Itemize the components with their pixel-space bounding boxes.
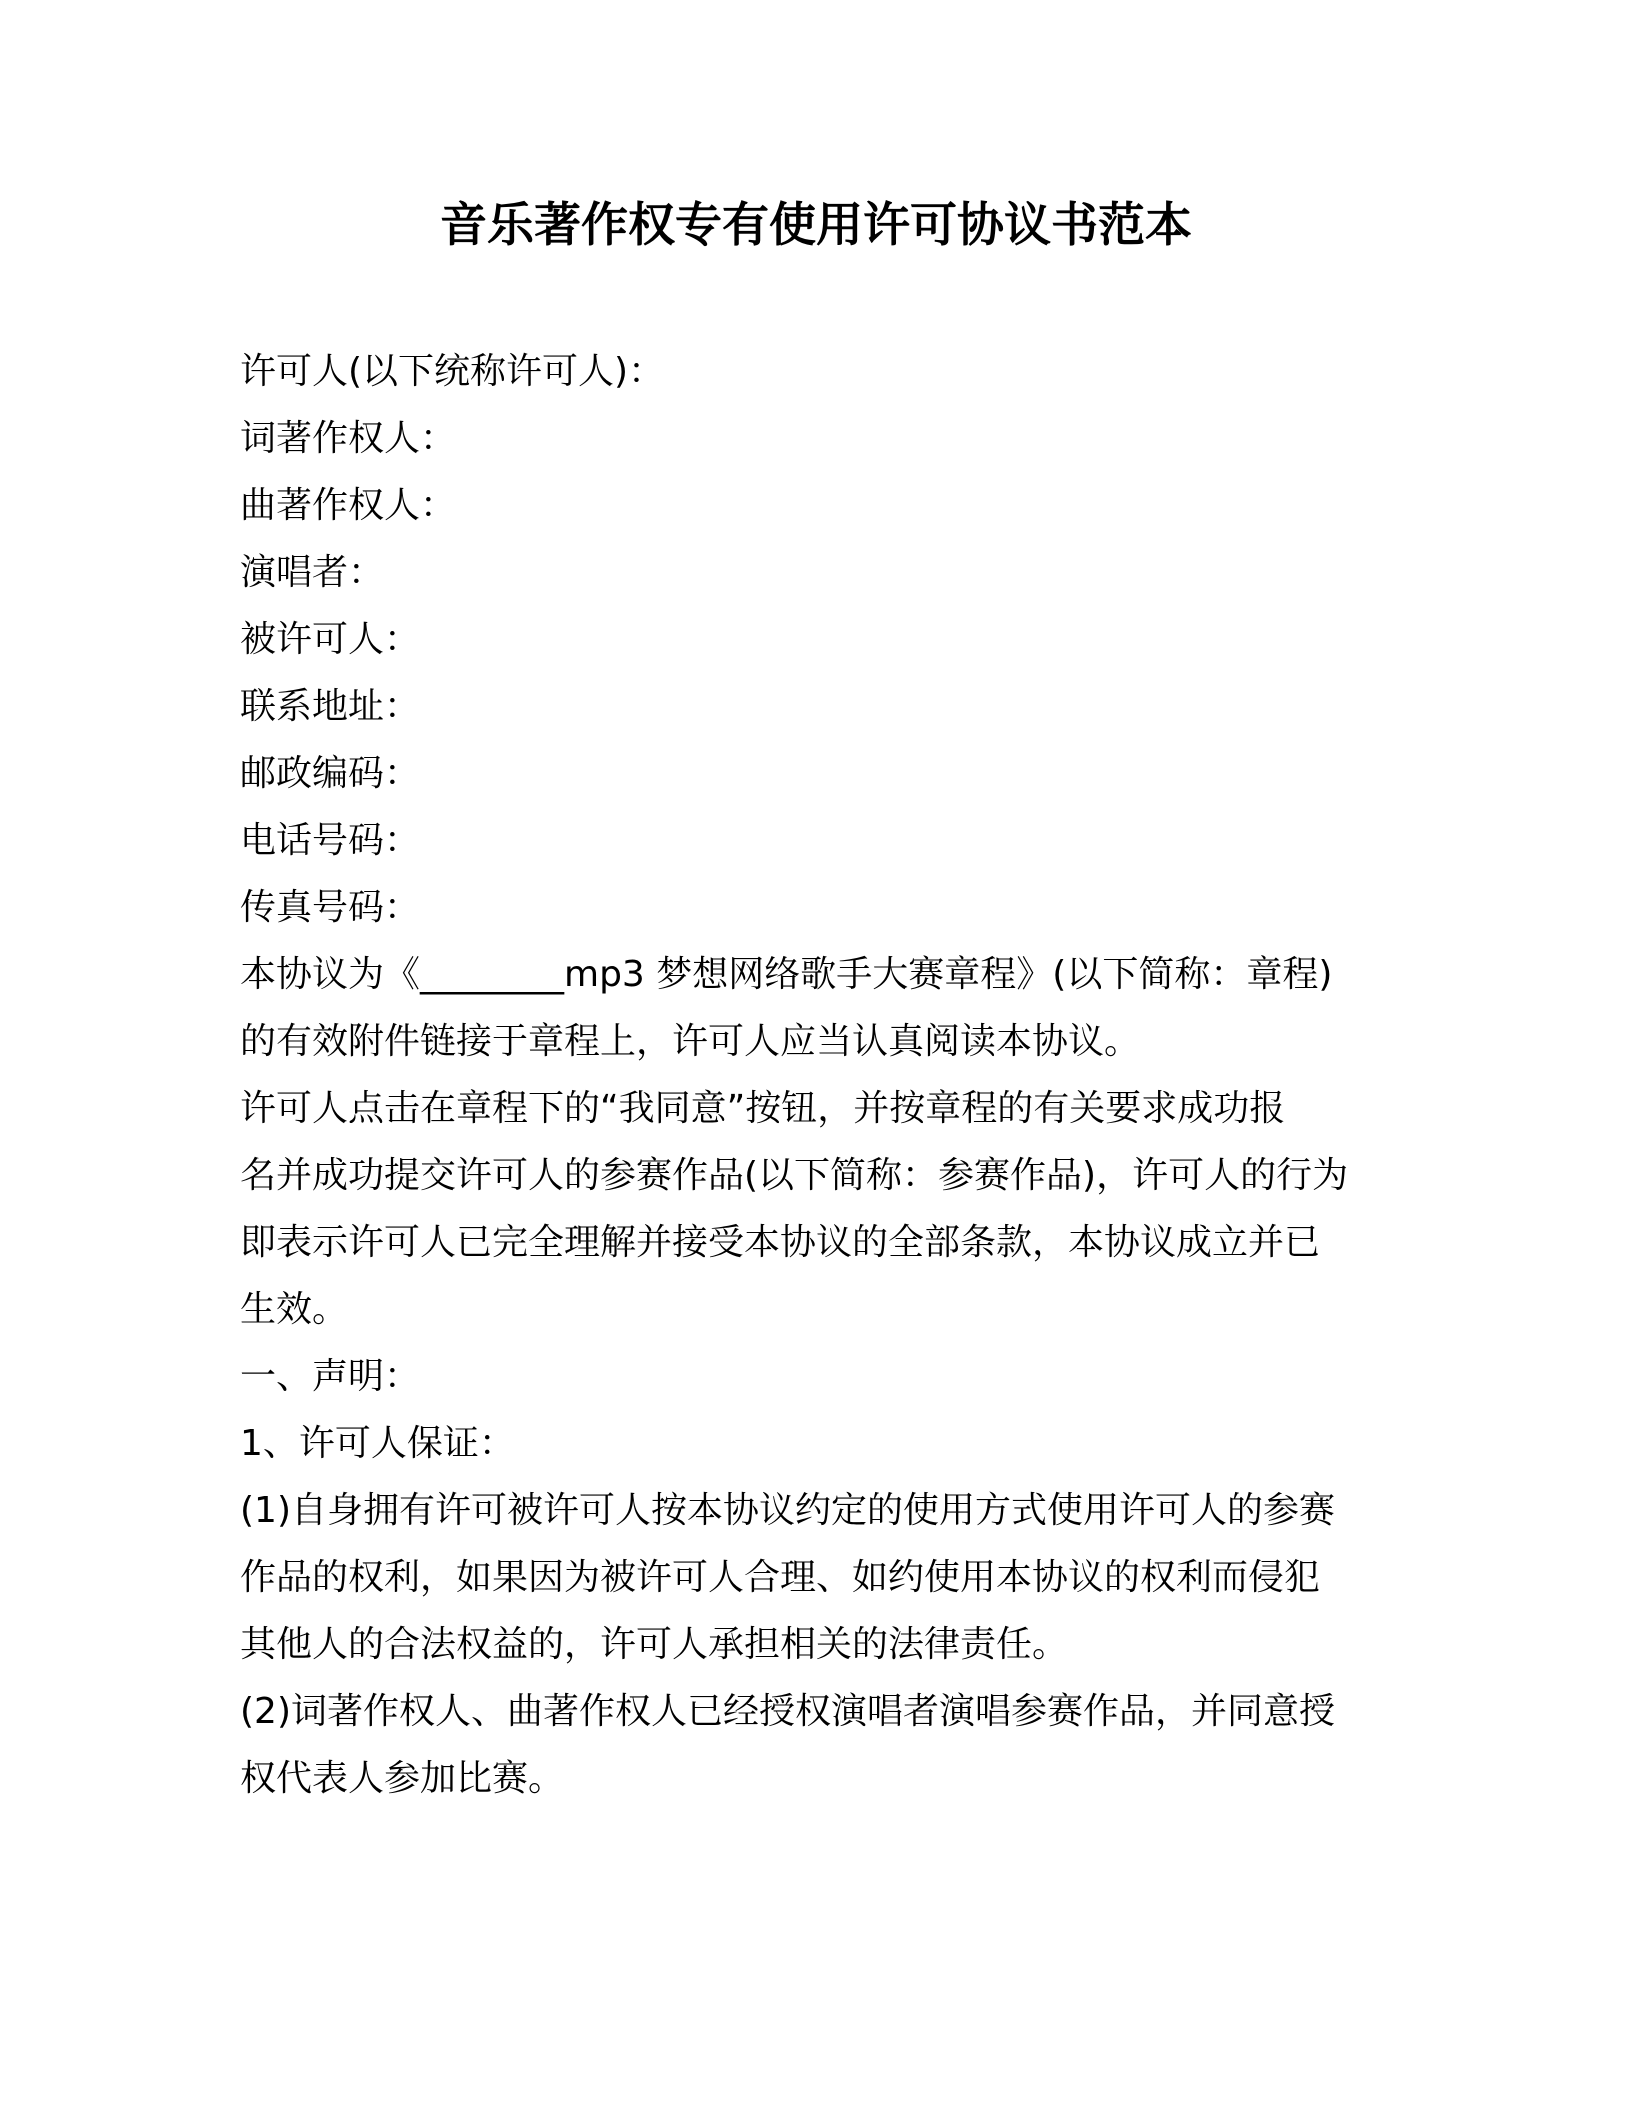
clause-line: (1)自身拥有许可被许可人按本协议约定的使用方式使用许可人的参赛 <box>240 1490 1335 1531</box>
clause-line: (2)词著作权人、曲著作权人已经授权演唱者演唱参赛作品，并同意授 <box>240 1691 1335 1732</box>
clause-heading: 1、许可人保证： <box>240 1423 515 1464</box>
licensor-field-label: 许可人(以下统称许可人)： <box>240 351 665 392</box>
section-heading: 一、声明： <box>240 1356 421 1397</box>
composer-field-label: 曲著作权人： <box>240 485 457 526</box>
clause-line: 其他人的合法权益的，许可人承担相关的法律责任。 <box>240 1624 1069 1665</box>
fax-field-label: 传真号码： <box>240 887 421 928</box>
address-field-label: 联系地址： <box>240 686 421 727</box>
document-body <box>240 338 1420 1812</box>
paragraph-line: 本协议为《________mp3 梦想网络歌手大赛章程》(以下简称：章程) <box>240 954 1333 995</box>
paragraph-line: 名并成功提交许可人的参赛作品(以下简称：参赛作品)，许可人的行为 <box>240 1155 1349 1196</box>
clause-line: 作品的权利，如果因为被许可人合理、如约使用本协议的权利而侵犯 <box>240 1557 1321 1598</box>
document-title: 音乐著作权专有使用许可协议书范本 <box>440 198 1192 253</box>
lyricist-field-label: 词著作权人： <box>240 418 457 459</box>
postcode-field-label: 邮政编码： <box>240 753 421 794</box>
paragraph-line: 即表示许可人已完全理解并接受本协议的全部条款，本协议成立并已 <box>240 1222 1321 1263</box>
paragraph-line: 生效。 <box>240 1289 349 1330</box>
licensee-field-label: 被许可人： <box>240 619 421 660</box>
phone-field-label: 电话号码： <box>240 820 421 861</box>
paragraph-line: 许可人点击在章程下的“我同意”按钮，并按章程的有关要求成功报 <box>240 1088 1286 1129</box>
paragraph-line: 的有效附件链接于章程上，许可人应当认真阅读本协议。 <box>240 1021 1141 1062</box>
performer-field-label: 演唱者： <box>240 552 385 593</box>
clause-line: 权代表人参加比赛。 <box>240 1758 565 1799</box>
